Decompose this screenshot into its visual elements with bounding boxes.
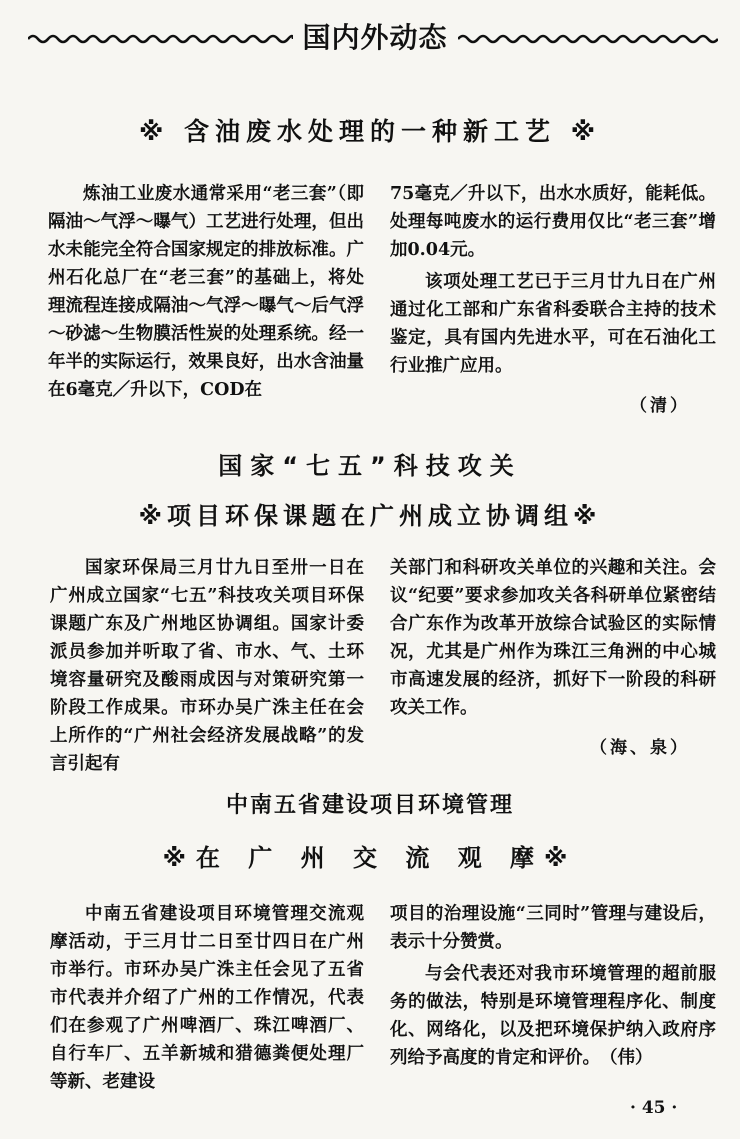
article-2-left-column — [50, 554, 364, 778]
article-2-paragraph: 国家环保局三月廿九日至卅一日在广州成立国家“七五”科技攻关项目环保课题广东及广州地区协调组。国家计委派员参加并听取了省、市水、气、土环境容量研究及酸雨成因与对策研究第一阶段工作成果。市环办吴广洙主任在会上所作的“广州社会经济发展战略”的发言引起有 — [50, 558, 364, 774]
section-title: 国内外动态 — [302, 21, 448, 54]
page-number: · 45 · — [630, 1098, 678, 1118]
wave-ornament-right-icon — [458, 32, 718, 46]
article-1-paragraph: 75毫克／升以下，出水水质好，能耗低。处理每吨废水的运行费用仅比“老三套”增加0.04元。 — [390, 184, 716, 260]
article-1-left-column — [48, 180, 364, 404]
article-2-title: 国家“七五”科技攻关 — [218, 452, 522, 480]
article-3-paragraph: 中南五省建设项目环境管理交流观摩活动，于三月廿二日至廿四日在广州市举行。市环办吴广洙主任会见了五省市代表并介绍了广州的工作情况，代表们在参观了广州啤酒厂、珠江啤酒厂、自行车厂、五羊新城和猎德粪便处理厂等新、老建设 — [50, 904, 364, 1092]
article-3-paragraph: 与会代表还对我市环境管理的超前服务的做法，特别是环境管理程序化、制度化、网络化，以及把环境保护纳入政府序列给予高度的肯定和评价。 （伟） — [390, 964, 716, 1068]
article-3-left-column — [50, 900, 364, 1096]
section-header — [28, 18, 718, 64]
article-1-signature: （清） — [630, 396, 690, 416]
article-3-paragraph: 项目的治理设施“三同时”管理与建设后，表示十分赞赏。 — [390, 904, 716, 952]
article-1-right-column — [390, 180, 716, 420]
article-2-paragraph: 关部门和科研攻关单位的兴趣和关注。会议“纪要”要求参加攻关各科研单位紧密结合广东作为改革开放综合试验区的实际情况，尤其是广州作为珠江三角洲的中心城市高速发展的经济，抓好下一阶段的科研攻关工作。 — [390, 558, 716, 718]
article-2-subtitle: ※项目环保课题在广州成立协调组※ — [138, 502, 602, 530]
article-2-signature: （海、泉） — [590, 738, 690, 758]
article-1-paragraph: 炼油工业废水通常采用“老三套”（即隔油～气浮～曝气）工艺进行处理，但出水未能完全符合国家规定的排放标准。广州石化总厂在“老三套”的基础上，将处理流程连接成隔油～气浮～曝气～后气浮～砂滤～生物膜活性炭的处理系统。经一年半的实际运行，效果良好，出水含油量在6毫克／升以下，COD在 — [48, 184, 364, 400]
article-3-subtitle: ※在 广 州 交 流 观 摩※ — [162, 844, 578, 872]
article-2-right-column — [390, 554, 716, 762]
wave-ornament-left-icon — [28, 32, 293, 46]
article-1-paragraph: 该项处理工艺已于三月廿九日在广州通过化工部和广东省科委联合主持的技术鉴定，具有国内先进水平，可在石油化工行业推广应用。 — [390, 272, 716, 376]
article-3-title: 中南五省建设项目环境管理 — [225, 793, 514, 818]
article-1-title: ※ 含油废水处理的一种新工艺 ※ — [138, 117, 602, 146]
article-3-right-column — [390, 900, 716, 1072]
